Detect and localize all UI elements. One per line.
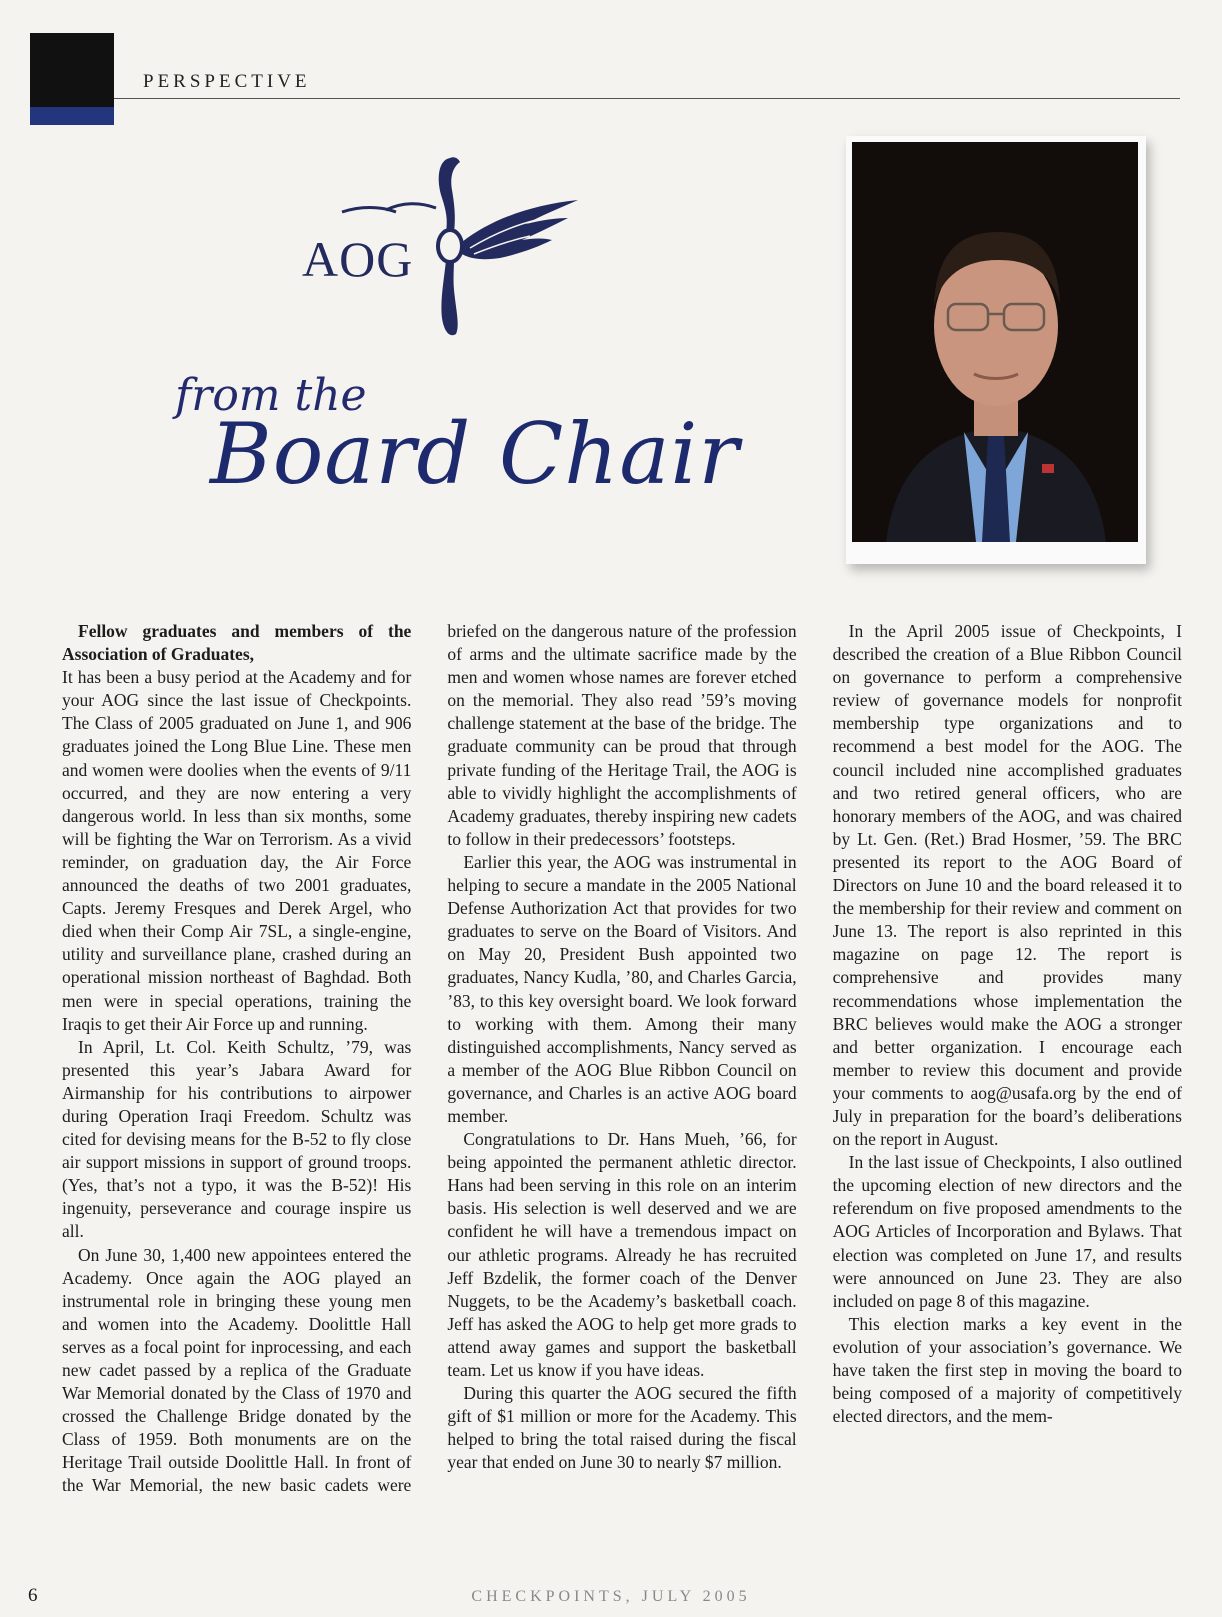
header-rule — [114, 98, 1180, 99]
section-label: PERSPECTIVE — [143, 71, 311, 92]
article-salutation: Fellow graduates and members of the Association of Graduates, — [62, 621, 412, 665]
portrait-photo — [846, 136, 1146, 564]
article-paragraph: It has been a busy period at the Academy and for your AOG since the last issue of Checkpoints. The Class of 2005 graduated on June 1, and 906 graduates joined the Long Blue Line. These men and women were doolies when the events of 9/11 occurred, and they are now entering a very dangerous world. In less than six months, some will be fighting the War on Terrorism. As a vivid reminder, on graduation day, the Air Force announced the deaths of two 2001 graduates, Capts. Jeremy Fresques and Derek Argel, who died when their Comp Air 7SL, a single-engine, utility and surveillance plane, crashed during an operational mission northeast of Baghdad. Both men were in special operations, training the Iraqis to get their Air Force up and running. — [62, 667, 412, 1034]
article-body — [62, 620, 1182, 1510]
title-line-1: from the — [175, 370, 367, 421]
logo-text: AOG — [302, 231, 414, 287]
article-paragraph: On June 30, 1,400 new appointees entered the Academy. Once again the AOG played an instrumental role in bringing these young men and women into the Academy. Doolittle Hall serves as a focal point for inprocessing, and each new cadet passed by a replica of the Graduate War Memorial donated by the Class of 1970 and crossed the Challenge Bridge donated by the Class of 1959. Both monuments are on the Heritage Trail outside Doolittle Hall. In front of the War Memorial, the new basic cadets were briefed on the dangerous nature of the profession of arms and the ultimate sacrifice made by the men and women whose names are forever etched on the memorial. They also read ’59’s moving challenge statement at the base of the bridge. The graduate community can be proud that through private funding of the Heritage Trail, the AOG is able to vividly highlight the accomplishments of Academy graduates, thereby inspiring new cadets to follow in their predecessors’ footsteps. — [62, 621, 797, 1496]
article-paragraph: In April, Lt. Col. Keith Schultz, ’79, was presented this year’s Jabara Award for Airmanship for his contributions to airpower during Operation Iraqi Freedom. Schultz was cited for devising means for the B-52 to fly close air support missions in support of ground troops. (Yes, that’s not a typo, it was the B-52)! His ingenuity, perseverance and courage inspire us all. — [62, 1036, 412, 1242]
article-paragraph: Earlier this year, the AOG was instrumental in helping to secure a mandate in the 2005 National Defense Authorization Act that provides for two graduates to serve on the Board of Visitors. And on May 20, President Bush appointed two graduates, Nancy Kudla, ’80, and Charles Garcia, ’83, to this key oversight board. We look forward to working with them. Among their many distinguished accomplishments, Nancy served as a member of the AOG Blue Ribbon Council on governance, and Charles is an active AOG board member. — [447, 851, 797, 1126]
article-paragraph: In the April 2005 issue of Checkpoints, I described the creation of a Blue Ribbon Council on governance to perform a comprehensive review of governance models for nonprofit membership type organizations and to recommend a best model for the AOG. The council included nine accomplished graduates and two retired general officers, who are honorary members of the AOG, and was chaired by Lt. Gen. (Ret.) Brad Hosmer, ’59. The BRC presented its report to the AOG Board of Directors on June 10 and the board released it to the membership for their review and comment on June 13. The report is also reprinted in this magazine on page 12. The report is comprehensive and provides many recommendations whose implementation the BRC believes would make the AOG a stronger and better organization. I encourage each member to review this document and provide your comments to aog@usafa.org by the end of July in preparation for the board’s deliberations on the report in August. — [832, 621, 1182, 1150]
article-paragraph: This election marks a key event in the evolution of your association’s governance. We have taken the first step in moving the board to being composed of a majority of competitively elected directors, and the mem- — [832, 1313, 1182, 1427]
article-paragraph: Congratulations to Dr. Hans Mueh, ’66, for being appointed the permanent athletic director. Hans had been serving in this role on an interim basis. His selection is well deserved and we are confident he will have a tremendous impact on our athletic programs. Already he has recruited Jeff Bzdelik, the former coach of the Denver Nuggets, to be the Academy’s basketball coach. Jeff has asked the AOG to help get more grads to attend away games and support the basketball team. Let us know if you have ideas. — [447, 1129, 797, 1380]
portrait-image — [846, 136, 1146, 564]
corner-block-blue-band — [30, 107, 114, 125]
article-paragraph: During this quarter the AOG secured the fifth gift of $1 million or more for the Academy. This helped to bring the total raised during the fiscal year that ended on June 30 to nearly $7 million. — [447, 1383, 797, 1473]
article-paragraph: In the last issue of Checkpoints, I also outlined the upcoming election of new directors and the referendum on five proposed amendments to the AOG Articles of Incorporation and Bylaws. That election was completed on June 17, and results were announced on June 23. They are also included on page 8 of this magazine. — [832, 1152, 1182, 1311]
magazine-footer: CHECKPOINTS, JULY 2005 — [471, 1588, 751, 1605]
corner-block — [30, 33, 114, 125]
page-title: Board Chair — [210, 405, 740, 503]
page-number: 6 — [28, 1585, 38, 1606]
aog-logo — [290, 150, 610, 360]
